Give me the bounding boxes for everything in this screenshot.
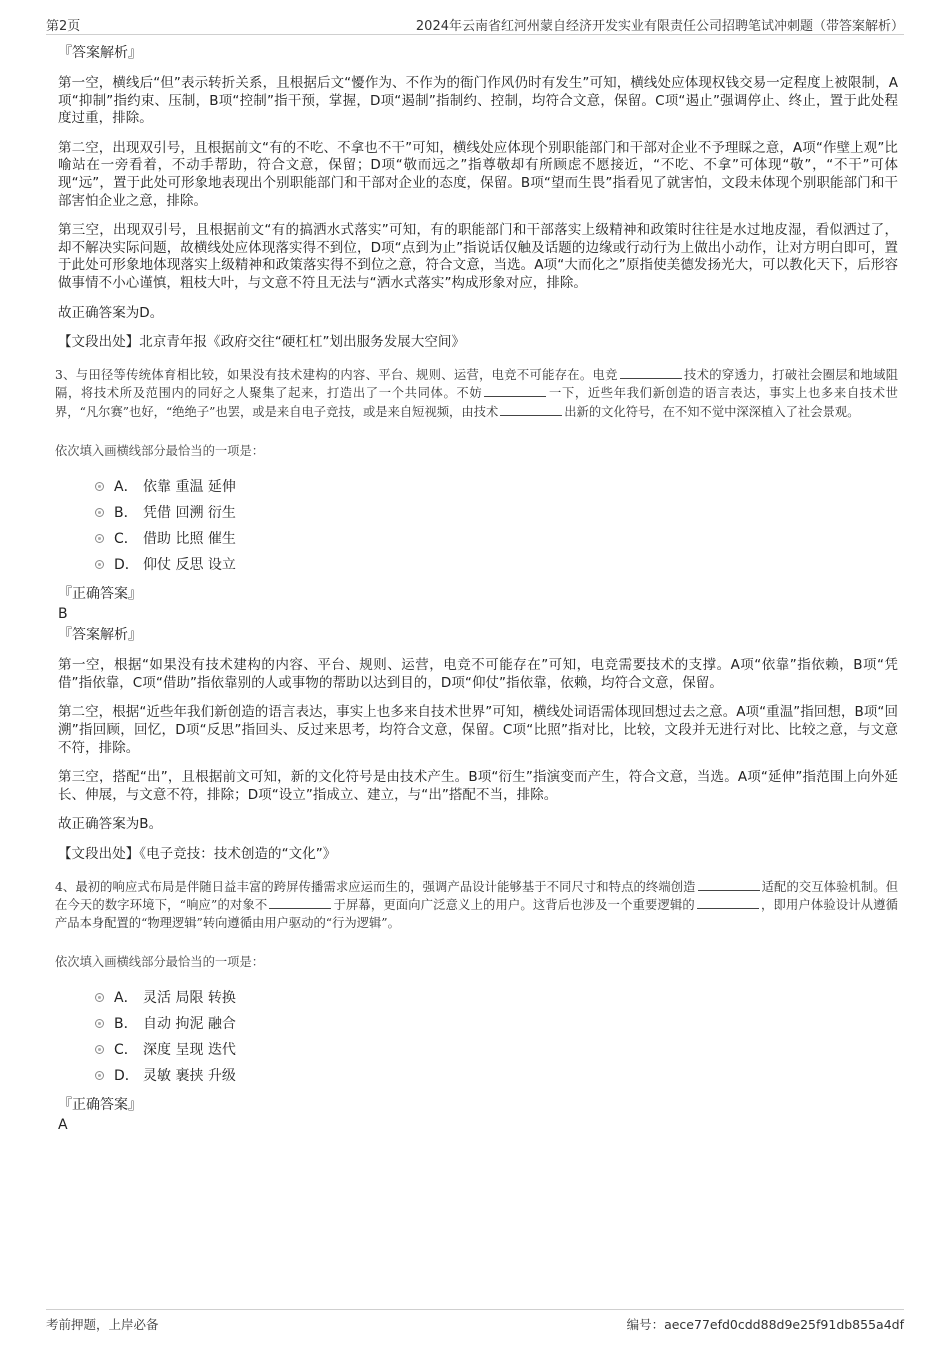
analysis-label: 『答案解析』 bbox=[58, 45, 142, 61]
radio-icon[interactable] bbox=[95, 534, 104, 543]
radio-icon[interactable] bbox=[95, 1045, 104, 1054]
option-b[interactable]: B． 自动 拘泥 融合 bbox=[95, 1010, 898, 1036]
radio-icon[interactable] bbox=[95, 1071, 104, 1080]
analysis-paragraph: 第二空，根据“近些年我们新创造的语言表达，事实上也多来自技术世界”可知，横线处词语需体现回想过去之意。A项“重温”指回想，B项“回溯”指回顾，回忆，D项“反思”指回头、反过来思考，均符合文意，保留。C项“比照”指对比，比较，文段并无进行对比、比较之意，与文意不符，排除。 bbox=[58, 704, 898, 756]
fill-blank bbox=[484, 384, 546, 397]
fill-blank bbox=[697, 896, 759, 909]
passage-source: 【文段出处】北京青年报《政府交往“硬杠杠”划出服务发展大空间》 bbox=[58, 334, 466, 351]
question-3-options bbox=[95, 473, 898, 577]
footer-slogan: 考前押题，上岸必备 bbox=[46, 1317, 159, 1332]
page-number: 第2页 bbox=[46, 19, 81, 34]
analysis-paragraph: 第三空，出现双引号，且根据前文“有的搞洒水式落实”可知，有的职能部门和干部落实上级精神和政策时往往是水过地皮湿，看似洒过了，却不解决实际问题，故横线处应体现落实得不到位，D项“点到为止”指说话仅触及话题的边缘或行动行为上做出小动作，让对方明白即可，置于此处可形象地体现落实上级精神和政策落实得不到位之意，符合文意，当选。A项“大而化之”原指使美德发扬光大，可以教化天下，后形容做事情不小心谨慎，粗枝大叶，与文意不符且无法与“洒水式落实”构成形象对应，排除。 bbox=[58, 222, 898, 291]
radio-icon[interactable] bbox=[95, 482, 104, 491]
analysis-conclusion: 故正确答案为D。 bbox=[58, 304, 164, 321]
passage-source: 【文段出处】《电子竞技：技术创造的“文化”》 bbox=[58, 845, 337, 862]
option-b[interactable]: B． 凭借 回溯 衍生 bbox=[95, 499, 898, 525]
question-4-options bbox=[95, 984, 898, 1088]
analysis-paragraph: 第三空，搭配“出”，且根据前文可知，新的文化符号是由技术产生。B项“衍生”指演变而产生，符合文意，当选。A项“延伸”指范围上向外延长、伸展，与文意不符，排除；D项“设立”指成立、建立，与“出”搭配不当，排除。 bbox=[58, 769, 898, 803]
option-c[interactable]: C． 借助 比照 催生 bbox=[95, 525, 898, 551]
correct-answer: A bbox=[58, 1117, 68, 1134]
analysis-conclusion: 故正确答案为B。 bbox=[58, 816, 163, 833]
document-title: 2024年云南省红河州蒙自经济开发实业有限责任公司招聘笔试冲刺题（带答案解析） bbox=[415, 19, 904, 34]
radio-icon[interactable] bbox=[95, 508, 104, 517]
document-code: 编号：aece77efd0cdd88d9e25f91db855a4df bbox=[626, 1317, 904, 1332]
radio-icon[interactable] bbox=[95, 993, 104, 1002]
analysis-paragraph: 第一空，横线后“但”表示转折关系，且根据后文“懮作为、不作为的衙门作风仍时有发生”可知，横线处应体现权钱交易一定程度上被限制，A项“抑制”指约束、压制，B项“控制”指干预，掌握，D项“遏制”指制约、控制，均符合文意，保留。C项“遏止”强调停止、终止，置于此处程度过重，排除。 bbox=[58, 75, 898, 127]
option-d[interactable]: D． 灵敏 裹挟 升级 bbox=[95, 1062, 898, 1088]
radio-icon[interactable] bbox=[95, 1019, 104, 1028]
question-3-prompt: 依次填入画横线部分最恰当的一项是： bbox=[55, 444, 265, 459]
analysis-label: 『答案解析』 bbox=[58, 627, 142, 644]
correct-answer-label: 『正确答案』 bbox=[58, 586, 142, 603]
question-4-text: 4、最初的响应式布局是伴随日益丰富的跨屏传播需求应运而生的，强调产品设计能够基于不同尺寸和特点的终端创造 适配的交互体验机制。但在今天的数字环境下，“响应”的对象不 于屏幕，更面向广泛意义上的用户。这背后也涉及一个重要逻辑的 ，即用户体验设计从遵循产品本身配置的“物理逻辑”转向遵循由用户驱动的“行为逻辑”。 bbox=[55, 879, 898, 930]
analysis-paragraph: 第一空，根据“如果没有技术建构的内容、平台、规则、运营，电竞不可能存在”可知，电竞需要技术的支撑。A项“依靠”指依赖，B项“凭借”指依靠，C项“借助”指依靠别的人或事物的帮助以达到目的，D项“仰仗”指依靠，依赖，均符合文意，保留。 bbox=[58, 657, 898, 691]
question-3-text: 3、与田径等传统体育相比较，如果没有技术建构的内容、平台、规则、运营，电竞不可能存在。电竞 技术的穿透力，打破社会圈层和地域阻隔，将技术所及范围内的同好之人聚集了起来，打造出了一个共同体。不妨 一下，近些年我们新创造的语言表达，事实上也多来自技术世界，“凡尔赛”也好，“绝绝子”也罢，或是来自电子竞技，或是来自短视频，由技术 出新的文化符号，在不知不觉中深深植入了社会景观。 bbox=[55, 367, 898, 419]
fill-blank bbox=[698, 878, 760, 891]
option-c[interactable]: C． 深度 呈现 迭代 bbox=[95, 1036, 898, 1062]
page-header bbox=[46, 14, 904, 35]
option-a[interactable]: A． 灵活 局限 转换 bbox=[95, 984, 898, 1010]
correct-answer: B bbox=[58, 606, 68, 623]
fill-blank bbox=[500, 403, 562, 416]
fill-blank bbox=[269, 896, 331, 909]
page-footer bbox=[46, 1309, 904, 1336]
fill-blank bbox=[620, 366, 682, 379]
option-a[interactable]: A． 依靠 重温 延伸 bbox=[95, 473, 898, 499]
question-4-prompt: 依次填入画横线部分最恰当的一项是： bbox=[55, 955, 265, 970]
analysis-paragraph: 第二空，出现双引号，且根据前文“有的不吃、不拿也不干”可知，横线处应体现个别职能部门和干部对企业不予理睬之意，A项“作壁上观”比喻站在一旁看着，不动手帮助，符合文意，保留；D项“敬而远之”指尊敬却有所顾虑不愿接近，“不吃、不拿”可体现“敬”，“不干”可体现“远”，置于此处可形象地表现出个别职能部门和干部对企业的态度，保留。B项“望而生畏”指看见了就害怕，文段未体现个别职能部门和干部害怕企业之意，排除。 bbox=[58, 139, 898, 209]
option-d[interactable]: D． 仰仗 反思 设立 bbox=[95, 551, 898, 577]
correct-answer-label: 『正确答案』 bbox=[58, 1097, 142, 1114]
radio-icon[interactable] bbox=[95, 560, 104, 569]
page-content bbox=[55, 44, 898, 1136]
